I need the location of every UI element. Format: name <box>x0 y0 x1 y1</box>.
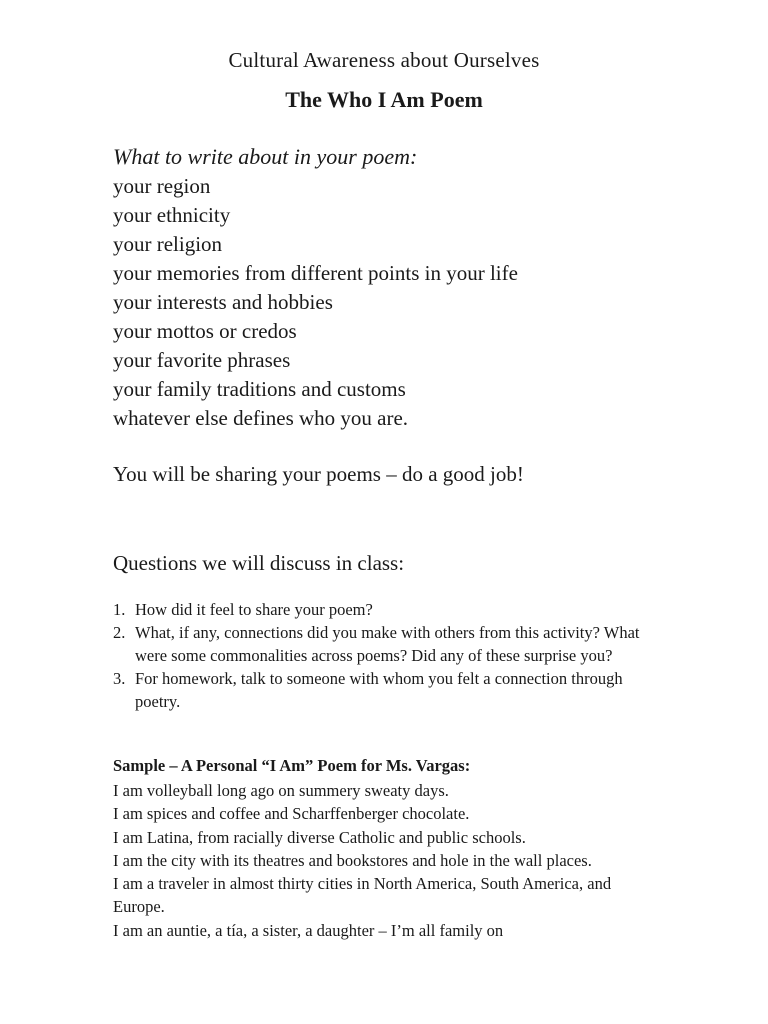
poem-line: I am an auntie, a tía, a sister, a daughter – I’m all family on <box>113 920 504 940</box>
question-text: How did it feel to share your poem? <box>135 600 373 619</box>
question-item <box>113 621 658 667</box>
topic-item: whatever else defines who you are. <box>113 406 409 430</box>
topic-item: your ethnicity <box>113 203 231 227</box>
questions-list <box>113 598 658 713</box>
poem-line: I am the city with its theatres and bookstores and hole in the wall places. <box>113 850 592 870</box>
question-item <box>113 598 658 621</box>
document-title: The Who I Am Poem <box>285 87 483 112</box>
questions-heading: Questions we will discuss in class: <box>113 551 405 575</box>
sample-heading: Sample – A Personal “I Am” Poem for Ms. Vargas: <box>113 756 471 775</box>
question-text: What, if any, connections did you make with others from this activity? What were some commonalities across poems? Did any of these surprise you? <box>135 623 640 665</box>
question-number: 2. <box>113 623 126 642</box>
document-subtitle: Cultural Awareness about Ourselves <box>228 48 540 72</box>
topic-item: your interests and hobbies <box>113 290 333 314</box>
question-text: For homework, talk to someone with whom you felt a connection through poetry. <box>135 669 623 711</box>
topic-list <box>113 172 518 433</box>
topic-item: your region <box>113 174 211 198</box>
question-number: 3. <box>113 669 126 688</box>
topic-item: your favorite phrases <box>113 348 291 372</box>
question-number: 1. <box>113 600 126 619</box>
poem-line: I am Latina, from racially diverse Catholic and public schools. <box>113 827 526 847</box>
writing-prompt: What to write about in your poem: <box>113 144 418 169</box>
topic-item: your religion <box>113 232 223 256</box>
topic-item: your mottos or credos <box>113 319 297 343</box>
poem-line: I am volleyball long ago on summery sweaty days. <box>113 781 449 800</box>
poem-line: I am a traveler in almost thirty cities in North America, South America, and Europe. <box>113 874 612 917</box>
sharing-note: You will be sharing your poems – do a good job! <box>113 462 524 486</box>
poem-line: I am spices and coffee and Scharffenberger chocolate. <box>113 804 470 824</box>
sample-poem <box>113 779 643 942</box>
topic-item: your memories from different points in your life <box>113 261 518 285</box>
question-item <box>113 667 658 713</box>
topic-item: your family traditions and customs <box>113 377 406 401</box>
